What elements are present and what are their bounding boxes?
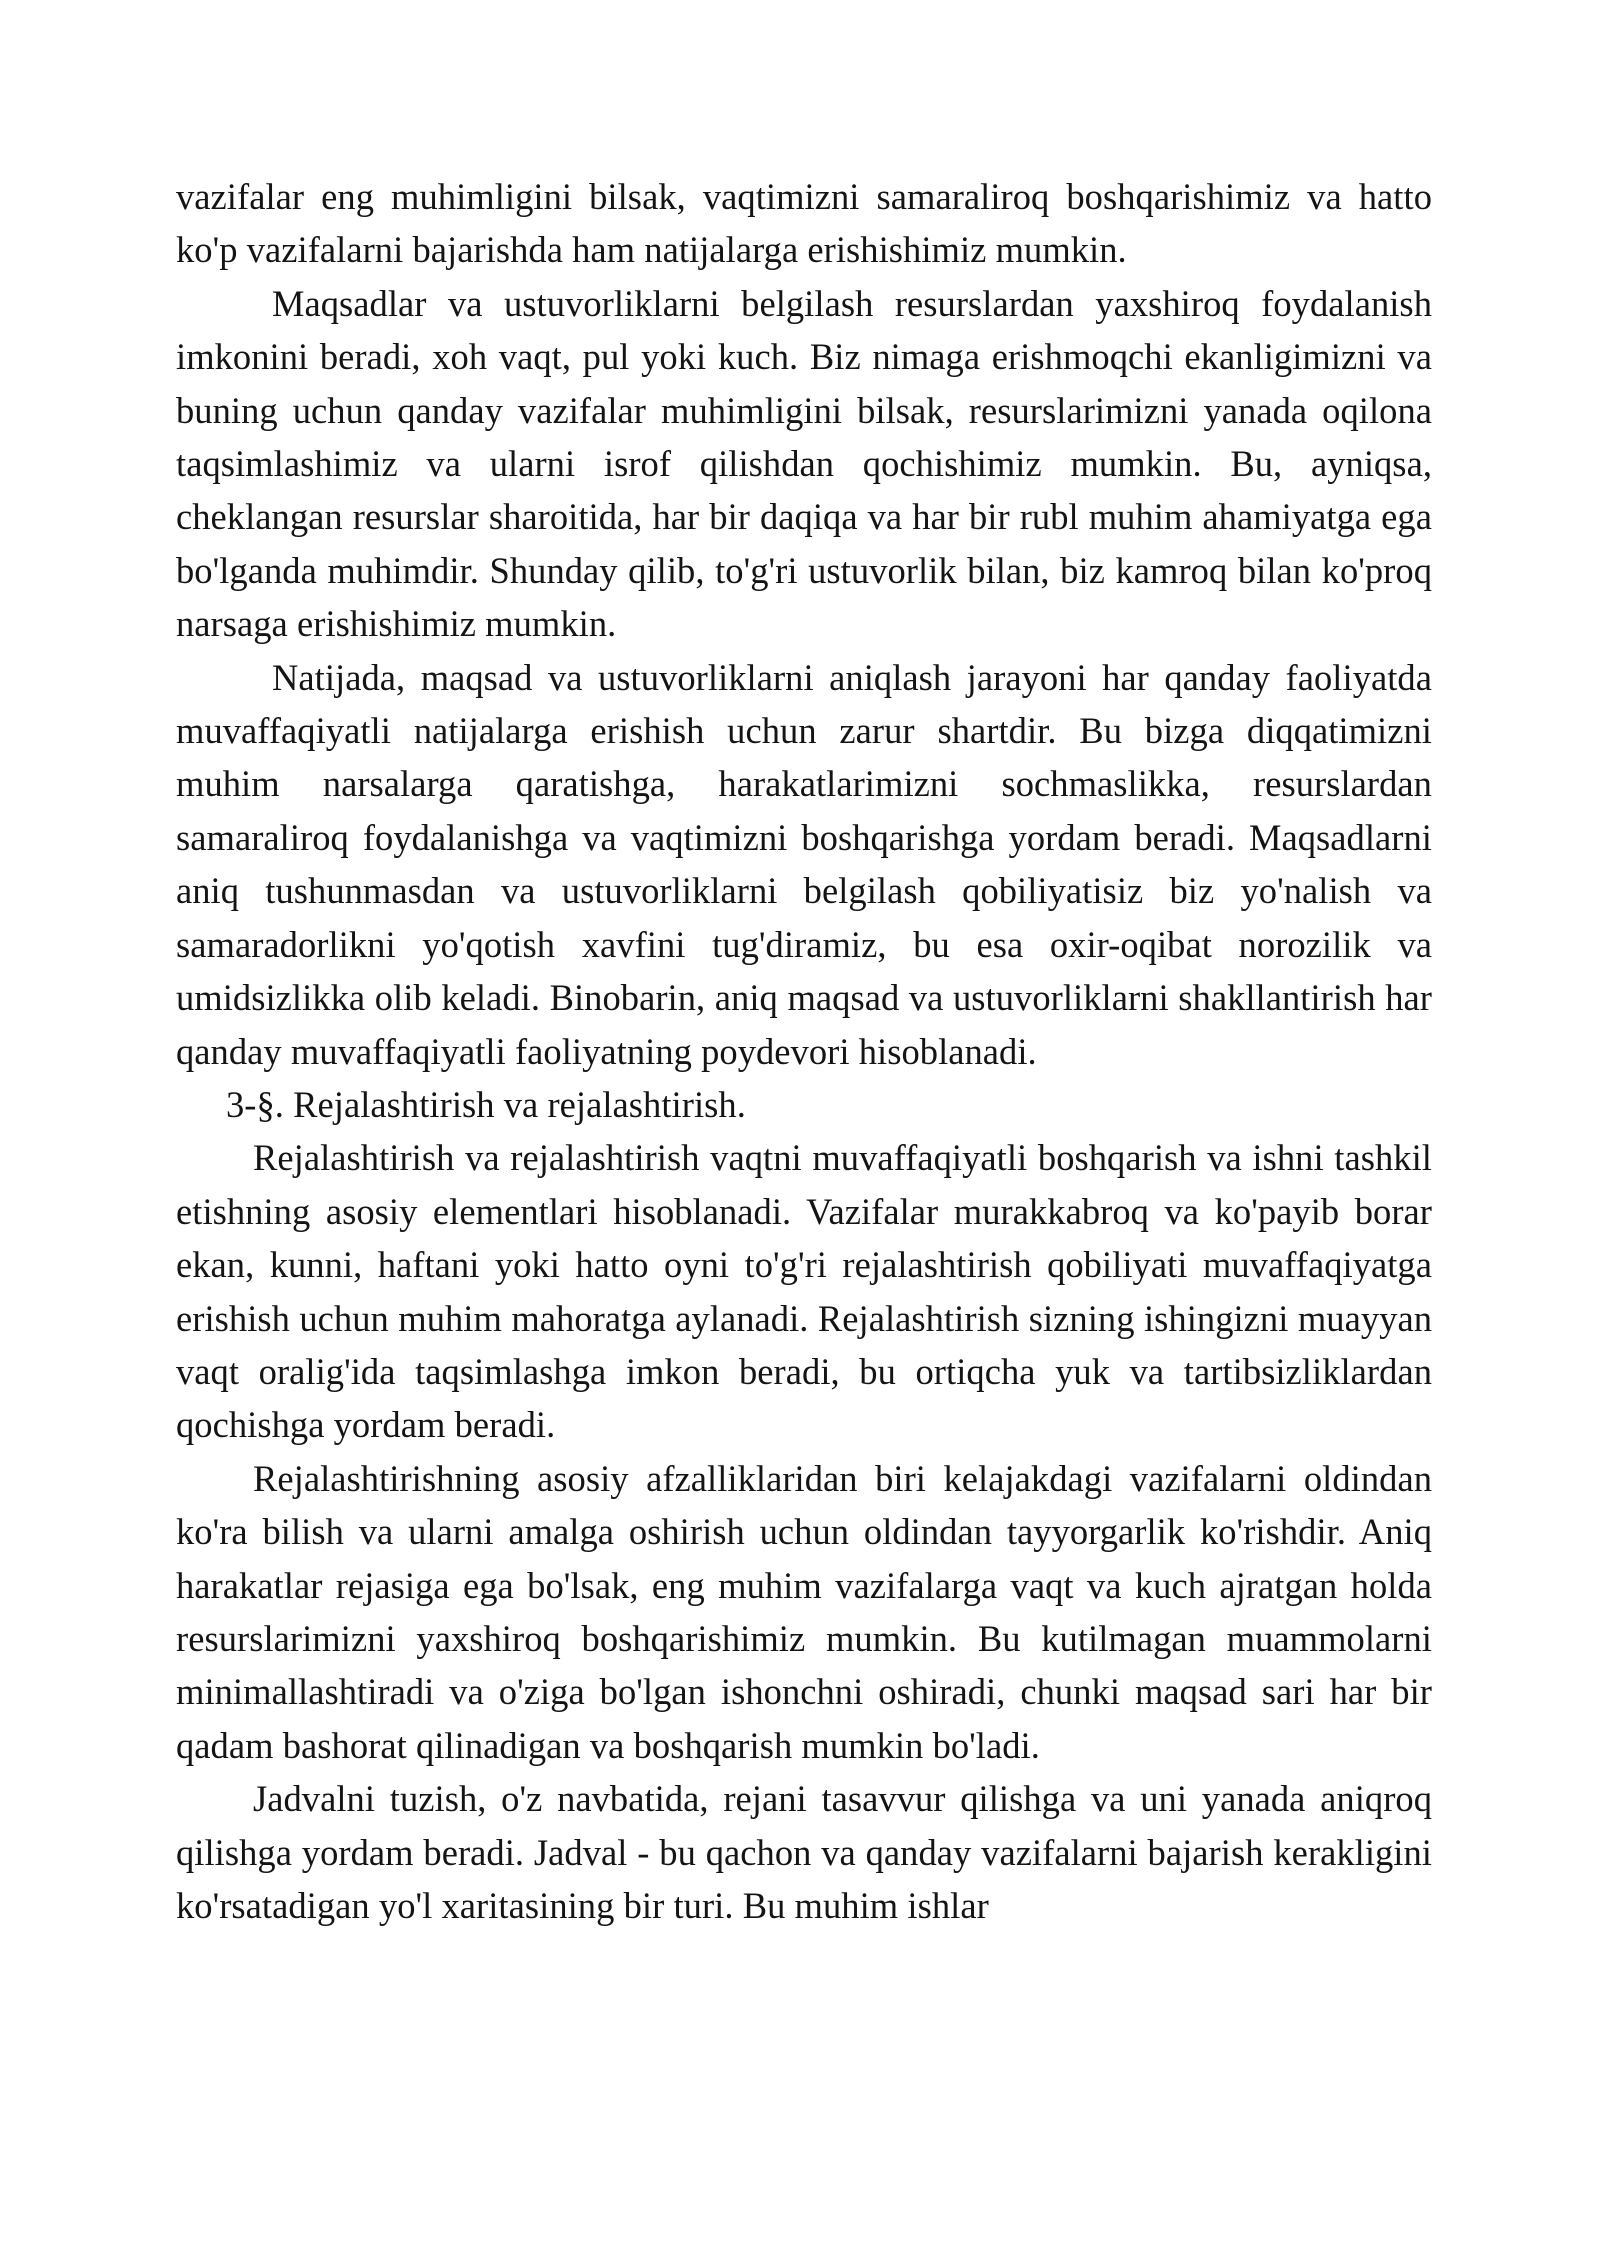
paragraph-planning-advantages: Rejalashtirishning asosiy afzalliklaridan biri kelajakdagi vazifalarni oldindan ko'ra bilish va ularni amalga oshirish uchun oldindan tayyorgarlik ko'rishdir. Aniq harakatlar rejasiga ega bo'lsak, eng muhim vazifalarga vaqt va kuch ajratgan holda resurslarimizni yaxshiroq boshqarishimiz mumkin. Bu kutilmagan muammolarni minimallashtiradi va o'ziga bo'lgan ishonchni oshiradi, chunki maqsad sari har bir qadam bashorat qilinadigan va boshqarish mumkin bo'ladi. bbox=[176, 1457, 1432, 1766]
paragraph-conclusion: Natijada, maqsad va ustuvorliklarni aniqlash jarayoni har qanday faoliyatda muvaffaqiyatli natijalarga erishish uchun zarur shartdir. Bu bizga diqqatimizni muhim narsalarga qaratishga, harakatlarimizni sochmaslikka, resurslardan samaraliroq foydalanishga va vaqtimizni boshqarishga yordam beradi. Maqsadlarni aniq tushunmasdan va ustuvorliklarni belgilash qobiliyatisiz biz yo'nalish va samaradorlikni yo'qotish xavfini tug'diramiz, bu esa oxir-oqibat norozilik va umidsizlikka olib keladi. Binobarin, aniq maqsad va ustuvorliklarni shakllantirish har qanday muvaffaqiyatli faoliyatning poydevori hisoblanadi. bbox=[176, 656, 1432, 1072]
paragraph-continuation: vazifalar eng muhimligini bilsak, vaqtimizni samaraliroq boshqarishimiz va hatto ko'p vazifalarni bajarishda ham natijalarga erishishimiz mumkin. bbox=[176, 176, 1432, 271]
document-page bbox=[176, 170, 1432, 1932]
paragraph-schedule: Jadvalni tuzish, o'z navbatida, rejani tasavvur qilishga va uni yanada aniqroq qilishga yordam beradi. Jadval - bu qachon va qanday vazifalarni bajarish kerakligini ko'rsatadigan yo'l xaritasining bir turi. Bu muhim ishlar bbox=[176, 1778, 1432, 1926]
paragraph-goals-resources: Maqsadlar va ustuvorliklarni belgilash resurslardan yaxshiroq foydalanish imkonini beradi, xoh vaqt, pul yoki kuch. Biz nimaga erishmoqchi ekanligimizni va buning uchun qanday vazifalar muhimligini bilsak, resurslarimizni yanada oqilona taqsimlashimiz va ularni isrof qilishdan qochishimiz mumkin. Bu, ayniqsa, cheklangan resurslar sharoitida, har bir daqiqa va har bir rubl muhim ahamiyatga ega bo'lganda muhimdir. Shunday qilib, to'g'ri ustuvorlik bilan, biz kamroq bilan ko'proq narsaga erishishimiz mumkin. bbox=[176, 282, 1432, 645]
section-heading: 3-§. Rejalashtirish va rejalashtirish. bbox=[226, 1083, 746, 1125]
paragraph-planning-intro: Rejalashtirish va rejalashtirish vaqtni muvaffaqiyatli boshqarish va ishni tashkil etishning asosiy elementlari hisoblanadi. Vazifalar murakkabroq va ko'payib borar ekan, kunni, haftani yoki hatto oyni to'g'ri rejalashtirish qobiliyati muvaffaqiyatga erishish uchun muhim mahoratga aylanadi. Rejalashtirish sizning ishingizni muayyan vaqt oralig'ida taqsimlashga imkon beradi, bu ortiqcha yuk va tartibsizliklardan qochishga yordam beradi. bbox=[176, 1137, 1432, 1446]
